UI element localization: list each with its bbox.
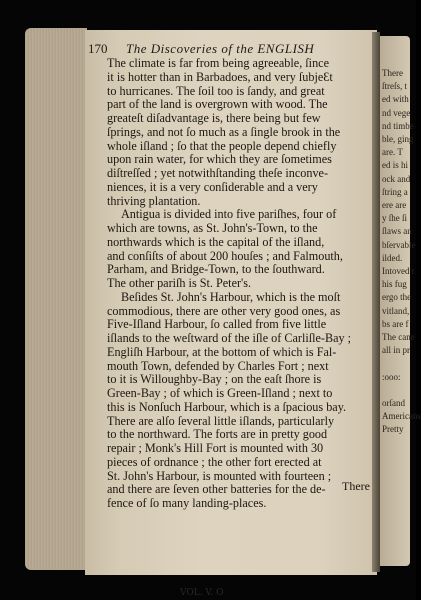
facing-page-line: his fug bbox=[382, 279, 407, 290]
facing-page-line: Intoved t bbox=[382, 266, 415, 276]
text-line: Beſides St. John's Harbour, which is the moſt bbox=[121, 289, 341, 304]
text-line: pieces of ordnance ; the other fort erected at bbox=[107, 454, 322, 469]
facing-page-line: y ſhe ſi bbox=[382, 213, 407, 224]
text-line: it is hotter than in Barbadoes, and very ſubjeƐt bbox=[107, 69, 333, 84]
page-edges bbox=[25, 28, 87, 570]
facing-page-line: all in pr bbox=[382, 345, 410, 356]
text-line: iſlands to the weſtward of the iſle of Carliſle-Bay ; bbox=[107, 331, 352, 345]
facing-page-line: vitland, bbox=[382, 305, 410, 316]
facing-page-line: nd timbe bbox=[382, 120, 414, 131]
facing-page-line: ed with bbox=[382, 94, 409, 105]
text-line: The other pariſh is St. Peter's. bbox=[107, 276, 252, 290]
text-line: to hurricanes. The ſoil too is ſandy, and great bbox=[107, 83, 325, 98]
text-line: niences, it is a very conſiderable and a very bbox=[107, 179, 318, 194]
facing-page-line: Americans bbox=[382, 411, 421, 422]
facing-page-line: ſtring a bbox=[382, 186, 408, 197]
text-line: Antigua is divided into five pariſhes, four of bbox=[121, 207, 337, 222]
book-gutter bbox=[372, 32, 380, 572]
text-line: mouth Town, defended by Charles Fort ; next bbox=[107, 358, 329, 373]
text-line: Parham, and Bridge-Town, to the ſouthward. bbox=[107, 262, 325, 277]
facing-page-line: bs are f bbox=[382, 318, 409, 329]
text-line: ſprings, and not ſo much as a ſingle brook in the bbox=[107, 124, 341, 139]
facing-page-line: There bbox=[382, 68, 403, 78]
facing-page-line: ſtreſs, t bbox=[382, 81, 407, 92]
text-line: thriving plantation. bbox=[107, 193, 201, 208]
facing-page-line: nd vege bbox=[382, 107, 411, 118]
text-line: The climate is far from being agreeable, ſince bbox=[107, 56, 329, 70]
text-line: and there are ſeven other batteries for the de- bbox=[107, 482, 326, 497]
page-number: 170 bbox=[88, 41, 108, 56]
text-line: diſtreſſed ; yet notwithſtanding theſe inconve- bbox=[107, 166, 329, 180]
text-line: There are alſo ſeveral little iſlands, particularly bbox=[107, 413, 335, 428]
text-line: repair ; Monk's Hill Fort is mounted with 30 bbox=[107, 441, 324, 455]
text-line: part of the land is overgrown with wood. The bbox=[107, 97, 328, 112]
facing-page-line: are. T bbox=[382, 147, 403, 158]
facing-page-line: ble, ging bbox=[382, 134, 414, 144]
facing-page-line: bſervable bbox=[382, 239, 416, 250]
facing-page-line: :ooo: bbox=[382, 371, 401, 382]
text-line: St. John's Harbour, is mounted with fourteen ; bbox=[107, 468, 332, 483]
running-title: The Discoveries of the ENGLISH bbox=[126, 41, 315, 56]
text-line: whole iſland ; ſo that the people depend chiefly bbox=[107, 138, 337, 153]
facing-page-line: Pretty bbox=[382, 424, 404, 435]
facing-page-line: ed is hi bbox=[382, 160, 408, 171]
text-line: northwards which is the capital of the iſland, bbox=[107, 234, 325, 249]
facing-page-line: The cane bbox=[382, 332, 415, 342]
catchword: There bbox=[342, 479, 370, 493]
text-line: Engliſh Harbour, at the bottom of which is Fal- bbox=[107, 344, 337, 359]
facing-page-line: ere are bbox=[382, 200, 407, 210]
facing-page-line: ilded. bbox=[382, 252, 403, 263]
facing-page-line: orſand bbox=[382, 398, 405, 408]
facing-page-fragment bbox=[380, 36, 421, 566]
text-line: this is Nonſuch Harbour, which is a ſpacious bay. bbox=[107, 399, 347, 414]
text-line: Five-Iſland Harbour, ſo called from five little bbox=[107, 317, 327, 332]
text-line: greateſt diſadvantage is, there being but few bbox=[107, 111, 321, 125]
text-line: Green-Bay ; of which is Green-Iſland ; next to bbox=[107, 386, 333, 400]
text-line: fence of ſo many landing-places. bbox=[107, 496, 267, 510]
page-header bbox=[88, 41, 368, 57]
text-line: which are towns, as St. John's-Town, to the bbox=[107, 221, 318, 235]
facing-page-line: ergo the bbox=[382, 292, 412, 303]
text-line: upon rain water, for which they are ſometimes bbox=[107, 152, 332, 167]
facing-page-line: ock and bbox=[382, 173, 411, 184]
text-line: to the northward. The forts are in pretty good bbox=[107, 427, 328, 442]
bleed-through-text: VOL. V. O bbox=[180, 588, 224, 598]
text-line: to it is Willoughby-Bay ; on the eaſt ſhore is bbox=[107, 372, 322, 387]
facing-page-line: ſlaws an bbox=[382, 226, 412, 237]
text-line: and conſiſts of about 200 houſes ; and Falmouth, bbox=[107, 248, 343, 263]
text-line: commodious, there are other very good ones, as bbox=[107, 303, 341, 318]
